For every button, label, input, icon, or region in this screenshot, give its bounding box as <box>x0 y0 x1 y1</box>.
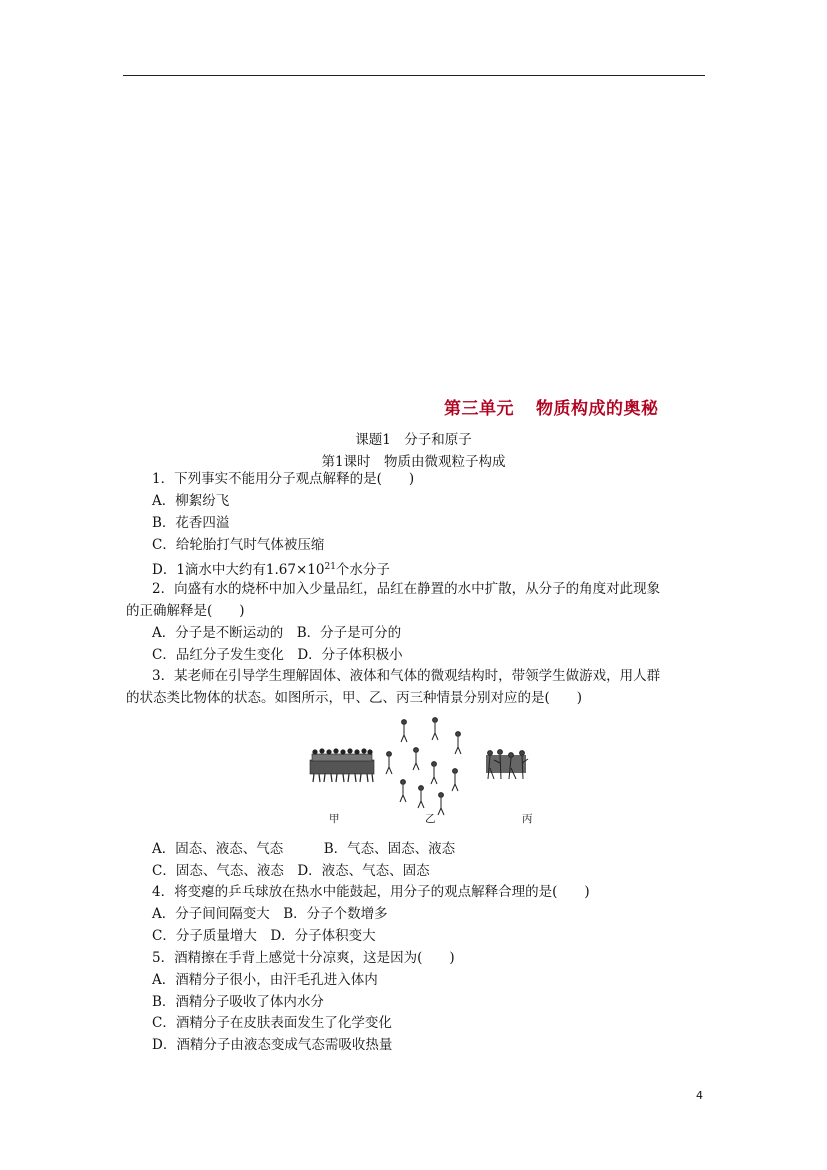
page-number: 4 <box>696 1089 703 1102</box>
question-3-options-cd: C．固态、气态、液态 D．液态、气态、固态 <box>152 863 430 879</box>
unit-title <box>444 394 659 419</box>
question-5-option-b: B．酒精分子吸收了体内水分 <box>152 994 324 1010</box>
question-3-options-ab: A．固态、液态、气态 B．气态、固态、液态 <box>152 841 456 857</box>
lesson-title: 第1课时 物质由微观粒子构成 <box>321 454 506 470</box>
question-2-options-ab: A．分子是不断运动的 B．分子是可分的 <box>152 625 402 641</box>
question-1-option-b: B．花香四溢 <box>152 515 230 531</box>
question-1-option-a: A．柳絮纷飞 <box>152 493 230 509</box>
question-1-option-c: C．给轮胎打气时气体被压缩 <box>152 537 325 553</box>
question-3-stem-line1: 3．某老师在引导学生理解固体、液体和气体的微观结构时，带领学生做游戏，用人群 <box>152 668 661 684</box>
question-5-option-a: A．酒精分子很小，由汗毛孔进入体内 <box>152 972 378 988</box>
question-5-option-d: D．酒精分子由液态变成气态需吸收热量 <box>152 1037 393 1053</box>
figure-label-bing: 丙 <box>522 813 533 825</box>
question-3-stem-line2: 的状态类比物体的状态。如图所示，甲、乙、丙三种情景分别对应的是( ) <box>126 690 583 706</box>
figure-label-yi: 乙 <box>425 813 436 825</box>
crowd-states-figure <box>308 713 530 833</box>
question-2-options-cd: C．品红分子发生变化 D．分子体积极小 <box>152 647 403 663</box>
question-4-stem: 4．将变瘪的乒乓球放在热水中能鼓起，用分子的观点解释合理的是( ) <box>152 884 590 900</box>
unit-title-name: 物质构成的奥秘 <box>536 399 659 419</box>
question-1-stem: 1．下列事实不能用分子观点解释的是( ) <box>152 471 415 487</box>
figure-label-jia: 甲 <box>329 813 340 825</box>
unit-title-number: 第三单元 <box>444 399 514 419</box>
figure-bing-crowd <box>486 750 528 779</box>
question-2-stem-line1: 2．向盛有水的烧杯中加入少量品红，品红在静置的水中扩散，从分子的角度对此现象 <box>152 581 661 597</box>
question-5-option-c: C．酒精分子在皮肤表面发生了化学变化 <box>152 1015 392 1031</box>
question-1-option-d <box>152 558 390 579</box>
question-1-option-d-text: D．1滴水中大约有1.67×10 <box>152 562 325 578</box>
figure-jia-crowd <box>310 749 374 782</box>
question-4-options-ab: A．分子间间隔变大 B．分子个数增多 <box>152 906 388 922</box>
figure-yi-crowd <box>386 718 461 815</box>
question-5-stem: 5．酒精擦在手背上感觉十分凉爽，这是因为( ) <box>152 950 455 966</box>
topic-title: 课题1 分子和原子 <box>355 432 472 448</box>
exponent: 21 <box>324 562 336 572</box>
question-4-options-cd: C．分子质量增大 D．分子体积变大 <box>152 928 376 944</box>
question-2-stem-line2: 的正确解释是( ) <box>126 603 245 619</box>
header-rule <box>123 75 705 76</box>
question-1-option-d-unit: 个水分子 <box>335 562 390 578</box>
